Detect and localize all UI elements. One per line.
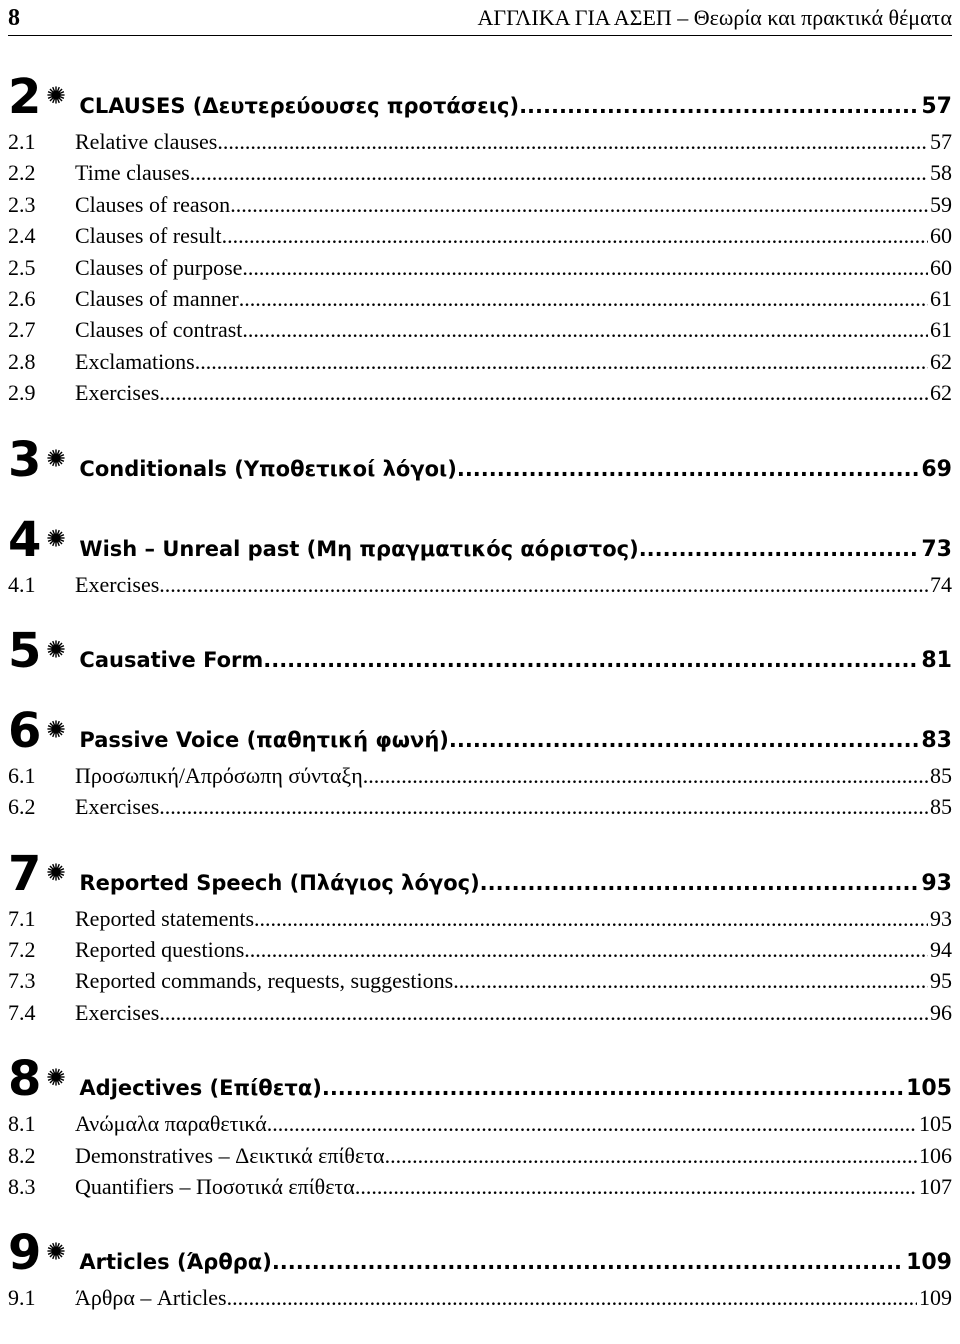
toc-chapter-6[interactable] xyxy=(8,702,952,760)
toc-chapter-3[interactable] xyxy=(8,431,952,489)
section-number: 7.3 xyxy=(8,968,36,994)
starburst-bullet-icon xyxy=(47,86,65,104)
chapter-title: Reported Speech (Πλάγιος λόγος) xyxy=(79,870,480,895)
dot-leader xyxy=(222,220,928,251)
chapter-page-number: 109 xyxy=(906,1250,952,1276)
section-number: 9.1 xyxy=(8,1285,36,1311)
toc-section-6-2[interactable] xyxy=(8,791,952,822)
toc-section-2-8[interactable] xyxy=(8,346,952,377)
chapter-title: Adjectives (Επίθετα) xyxy=(79,1076,322,1101)
section-number: 2.6 xyxy=(8,285,36,311)
dot-leader xyxy=(480,871,920,895)
dot-leader xyxy=(159,997,928,1028)
chapter-title: Wish – Unreal past (Μη πραγματικός αόριστος) xyxy=(79,536,639,561)
chapter-number: 5 xyxy=(8,622,42,679)
chapter-number: 9 xyxy=(8,1225,42,1282)
toc-section-2-9[interactable] xyxy=(8,377,952,408)
chapter-page-number: 83 xyxy=(921,727,952,753)
section-page-number: 74 xyxy=(930,571,952,597)
dot-leader xyxy=(355,1171,917,1202)
dot-leader xyxy=(272,1250,904,1274)
dot-leader xyxy=(457,457,920,481)
toc-chapter-9[interactable] xyxy=(8,1224,952,1282)
dot-leader xyxy=(363,760,928,791)
dot-leader xyxy=(195,346,928,377)
section-page-number: 62 xyxy=(930,380,952,406)
section-title: Ανώμαλα παραθετικά xyxy=(75,1111,267,1137)
section-number: 2.2 xyxy=(8,160,36,186)
section-title: Clauses of contrast xyxy=(75,317,243,343)
starburst-bullet-icon xyxy=(47,863,65,881)
chapter-page-number: 73 xyxy=(921,536,952,562)
section-number: 2.3 xyxy=(8,191,36,217)
toc-chapter-2[interactable] xyxy=(8,68,952,126)
table-of-contents xyxy=(8,68,952,1314)
dot-leader xyxy=(190,157,928,188)
chapter-number: 4 xyxy=(8,511,42,568)
chapter-page-number: 57 xyxy=(921,94,952,119)
chapter-page-number: 81 xyxy=(921,647,952,673)
toc-section-4-1[interactable] xyxy=(8,569,952,600)
section-page-number: 94 xyxy=(930,937,952,963)
dot-leader xyxy=(639,537,920,561)
running-header xyxy=(8,2,952,34)
starburst-bullet-icon xyxy=(47,640,65,658)
toc-section-2-3[interactable] xyxy=(8,189,952,220)
section-number: 2.8 xyxy=(8,348,36,374)
section-number: 2.9 xyxy=(8,380,36,406)
starburst-bullet-icon xyxy=(47,1068,65,1086)
section-title: Reported commands, requests, suggestions xyxy=(75,968,454,994)
toc-section-7-4[interactable] xyxy=(8,997,952,1028)
dot-leader xyxy=(159,377,928,408)
dot-leader xyxy=(242,314,928,345)
starburst-bullet-icon xyxy=(47,720,65,738)
toc-chapter-4[interactable] xyxy=(8,511,952,569)
section-number: 8.2 xyxy=(8,1142,36,1168)
toc-section-2-1[interactable] xyxy=(8,126,952,157)
section-page-number: 60 xyxy=(930,223,952,249)
section-page-number: 109 xyxy=(919,1285,952,1311)
section-title: Quantifiers – Ποσοτικά επίθετα xyxy=(75,1174,355,1200)
section-number: 2.1 xyxy=(8,129,36,154)
chapter-title: CLAUSES (Δευτερεύουσες προτάσεις) xyxy=(79,94,520,118)
section-title: Reported statements xyxy=(75,905,255,931)
section-title: Clauses of purpose xyxy=(75,254,243,280)
dot-leader xyxy=(449,728,919,752)
section-number: 7.1 xyxy=(8,905,36,931)
section-title: Exercises xyxy=(75,380,160,406)
toc-section-8-1[interactable] xyxy=(8,1108,952,1139)
section-page-number: 62 xyxy=(930,348,952,374)
starburst-bullet-icon xyxy=(47,529,65,547)
section-page-number: 96 xyxy=(930,999,952,1025)
toc-section-7-1[interactable] xyxy=(8,903,952,934)
toc-section-7-3[interactable] xyxy=(8,965,952,996)
chapter-page-number: 105 xyxy=(906,1076,952,1102)
toc-section-2-7[interactable] xyxy=(8,314,952,345)
chapter-number: 7 xyxy=(8,845,42,902)
dot-leader xyxy=(519,94,919,118)
dot-leader xyxy=(230,189,928,220)
section-page-number: 93 xyxy=(930,905,952,931)
section-number: 4.1 xyxy=(8,571,36,597)
starburst-bullet-icon xyxy=(47,449,65,467)
section-title: Demonstratives – Δεικτικά επίθετα xyxy=(75,1142,385,1168)
dot-leader xyxy=(242,252,928,283)
section-page-number: 58 xyxy=(930,160,952,186)
chapter-page-number: 93 xyxy=(921,870,952,896)
section-number: 2.7 xyxy=(8,317,36,343)
section-title: Clauses of result xyxy=(75,223,222,249)
section-page-number: 106 xyxy=(919,1142,952,1168)
toc-chapter-7[interactable] xyxy=(8,845,952,903)
chapter-number: 6 xyxy=(8,702,42,759)
dot-leader xyxy=(254,903,928,934)
toc-section-2-2[interactable] xyxy=(8,157,952,188)
section-title: Exclamations xyxy=(75,348,195,374)
toc-section-6-1[interactable] xyxy=(8,760,952,791)
toc-chapter-8[interactable] xyxy=(8,1050,952,1108)
dot-leader xyxy=(263,648,919,672)
toc-section-8-2[interactable] xyxy=(8,1140,952,1171)
section-page-number: 85 xyxy=(930,794,952,820)
dot-leader xyxy=(267,1108,917,1139)
dot-leader xyxy=(159,569,928,600)
section-page-number: 107 xyxy=(919,1174,952,1200)
section-number: 7.4 xyxy=(8,999,36,1025)
section-title: Άρθρα – Articles xyxy=(75,1285,227,1311)
section-number: 6.1 xyxy=(8,762,36,788)
page-number: 8 xyxy=(8,4,20,31)
toc-section-2-5[interactable] xyxy=(8,252,952,283)
section-title: Clauses of manner xyxy=(75,285,239,311)
section-page-number: 57 xyxy=(930,129,952,154)
section-page-number: 59 xyxy=(930,191,952,217)
chapter-number: 2 xyxy=(8,69,42,125)
section-number: 2.4 xyxy=(8,223,36,249)
section-number: 7.2 xyxy=(8,937,36,963)
section-page-number: 95 xyxy=(930,968,952,994)
section-number: 8.1 xyxy=(8,1111,36,1137)
section-page-number: 61 xyxy=(930,317,952,343)
dot-leader xyxy=(385,1140,917,1171)
section-title: Relative clauses xyxy=(75,129,218,154)
chapter-title: Conditionals (Υποθετικοί λόγοι) xyxy=(79,456,457,481)
section-page-number: 61 xyxy=(930,285,952,311)
section-number: 8.3 xyxy=(8,1174,36,1200)
dot-leader xyxy=(453,965,928,996)
toc-section-8-3[interactable] xyxy=(8,1171,952,1202)
dot-leader xyxy=(322,1076,904,1100)
toc-section-2-4[interactable] xyxy=(8,220,952,251)
section-page-number: 60 xyxy=(930,254,952,280)
section-number: 6.2 xyxy=(8,794,36,820)
section-title: Προσωπική/Απρόσωπη σύνταξη xyxy=(75,762,363,788)
dot-leader xyxy=(159,791,928,822)
section-title: Time clauses xyxy=(75,160,190,186)
section-page-number: 105 xyxy=(919,1111,952,1137)
section-title: Exercises xyxy=(75,571,160,597)
section-title: Exercises xyxy=(75,999,160,1025)
section-title: Reported questions xyxy=(75,937,245,963)
chapter-page-number: 69 xyxy=(921,456,952,482)
dot-leader xyxy=(227,1282,917,1313)
running-title: ΑΓΓΛΙΚΑ ΓΙΑ ΑΣΕΠ – Θεωρία και πρακτικά θέματα xyxy=(477,5,952,30)
toc-section-9-1[interactable] xyxy=(8,1282,952,1313)
dot-leader xyxy=(244,934,928,965)
header-rule xyxy=(8,35,952,36)
toc-chapter-5[interactable] xyxy=(8,622,952,680)
dot-leader xyxy=(217,126,928,157)
section-number: 2.5 xyxy=(8,254,36,280)
chapter-title: Causative Form xyxy=(79,647,264,672)
toc-section-2-6[interactable] xyxy=(8,283,952,314)
section-title: Clauses of reason xyxy=(75,191,231,217)
section-title: Exercises xyxy=(75,794,160,820)
chapter-title: Passive Voice (παθητική φωνή) xyxy=(79,727,449,752)
toc-section-7-2[interactable] xyxy=(8,934,952,965)
chapter-number: 3 xyxy=(8,431,42,488)
chapter-number: 8 xyxy=(8,1051,42,1108)
chapter-title: Articles (Άρθρα) xyxy=(79,1250,272,1275)
section-page-number: 85 xyxy=(930,762,952,788)
starburst-bullet-icon xyxy=(47,1242,65,1260)
dot-leader xyxy=(239,283,928,314)
